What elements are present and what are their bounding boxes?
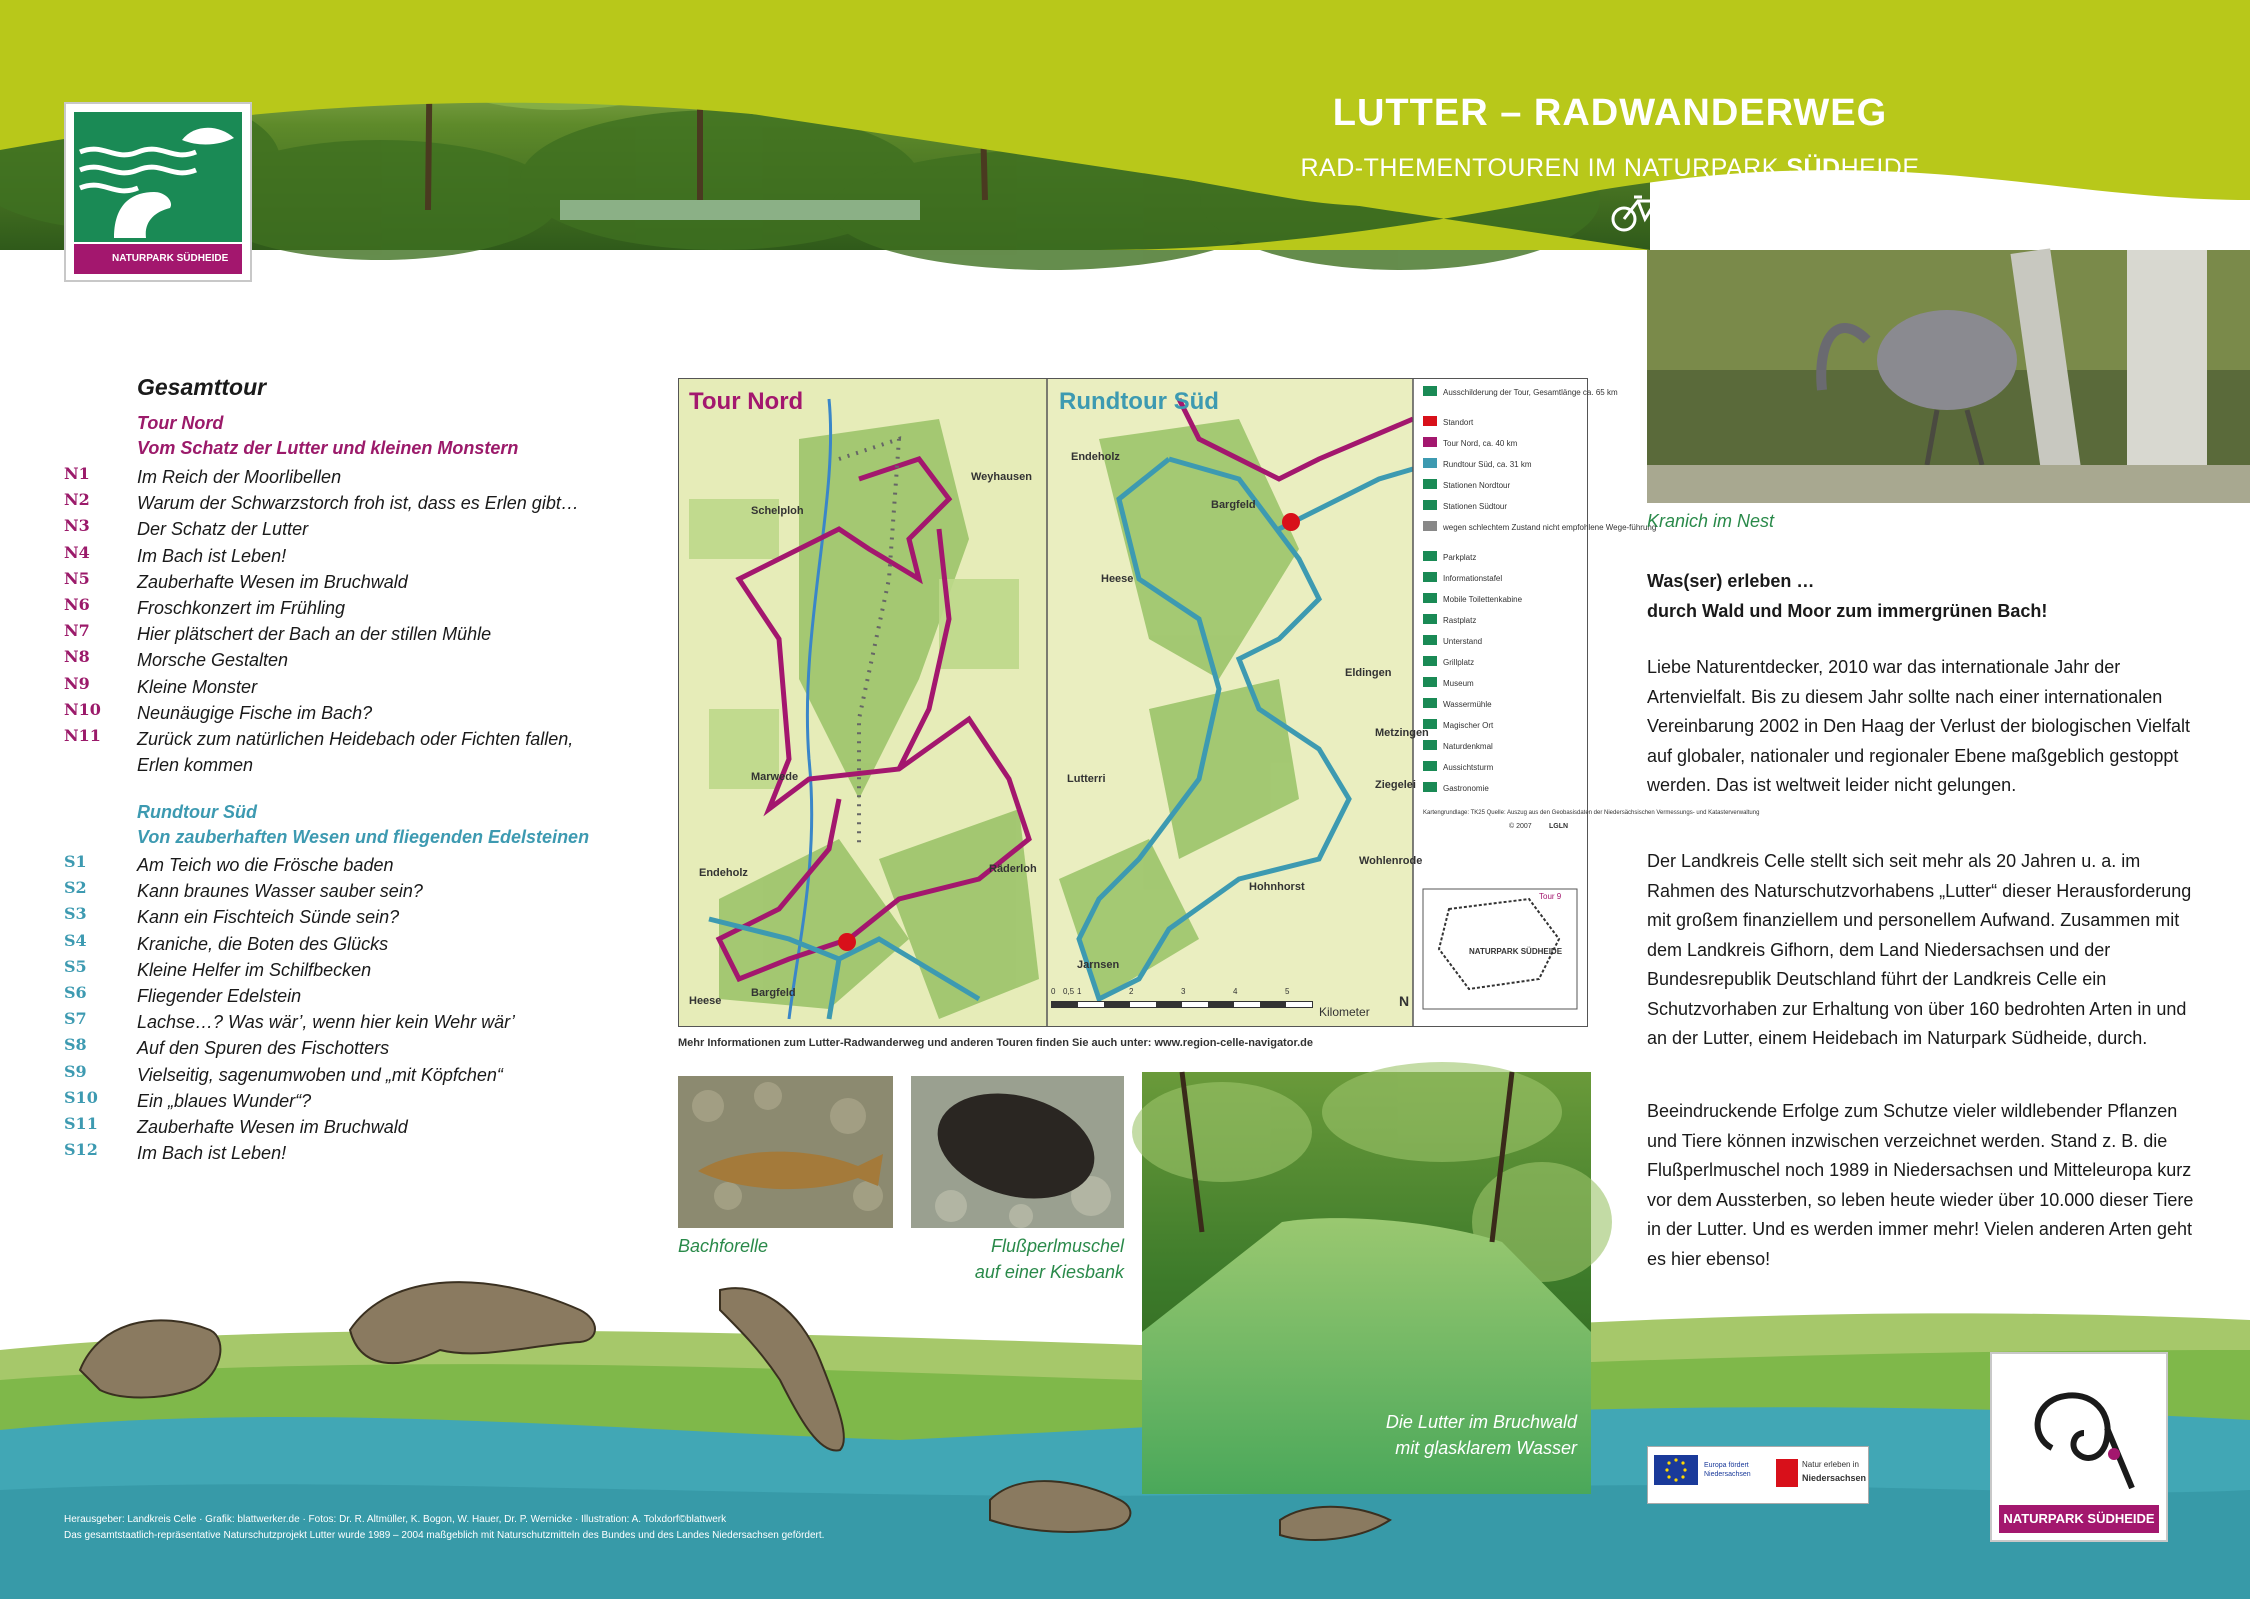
station-code: S7 <box>64 1009 87 1029</box>
muschel-caption-2: auf einer Kiesbank <box>974 1262 1124 1282</box>
legend-label: Magischer Ort <box>1443 721 1494 730</box>
nds-text-2: Niedersachsen <box>1802 1473 1867 1483</box>
station-title: Zauberhafte Wesen im Bruchwald <box>137 1117 408 1137</box>
legend-item <box>1423 740 1493 751</box>
naturpark-logo-label: NATURPARK SÜDHEIDE <box>1999 1505 2159 1533</box>
intro-paragraph-2: Der Landkreis Celle stellt sich seit mehr als 20 Jahren u. a. im Rahmen des Naturschutzvorhabens „Lutter“ dieser Herausforderung mit großem finanziellem und personellem Aufwand. Zusammen mit dem Landkreis Gifhorn, dem Land Niedersachsen und der Bundesrepublik Deutschland führt der Landkreis Celle ein Schutzvorhaben zur Erhaltung von über 160 bedrohten Arten in und an der Lutter, einem Heidebach im Naturpark Südheide, durch. <box>1647 851 2192 1048</box>
map-place-label: Wohlenrode <box>1359 855 1423 867</box>
station-code: N3 <box>64 516 90 536</box>
station-title: Zauberhafte Wesen im Bruchwald <box>137 571 408 592</box>
scale-tick-label: 0,5 <box>1063 987 1075 996</box>
logo-label: NATURPARK SÜDHEIDE <box>74 244 242 274</box>
legend-copyright: © 2007 <box>1509 823 1532 830</box>
map-place-label: Räderloh <box>989 863 1037 875</box>
map-place-label: Hohnhorst <box>1249 881 1305 893</box>
naturpark-logo-header <box>64 102 252 282</box>
station-code: N8 <box>64 647 90 667</box>
station-code: N10 <box>64 699 101 719</box>
legend-item <box>1423 521 1656 532</box>
station-title: Zurück zum natürlichen Heidebach oder Fichten fallen, Erlen kommen <box>137 729 574 775</box>
legend-item <box>1423 698 1492 709</box>
lutter-caption-1: Die Lutter im Bruchwald <box>1385 1412 1577 1432</box>
otter-fish-emblem <box>74 112 242 242</box>
map-sued-title: Rundtour Süd <box>1059 388 1219 415</box>
legend-label: Museum <box>1443 679 1474 688</box>
station-code: N9 <box>64 673 90 693</box>
legend-label: Tour Nord, ca. 40 km <box>1443 439 1518 448</box>
scale-tick-label: 0 <box>1051 987 1056 996</box>
nds-text-1: Natur erleben in <box>1802 1460 1859 1469</box>
legend-label: Stationen Südtour <box>1443 502 1508 511</box>
station-title: Morsche Gestalten <box>137 650 289 671</box>
station-title: Kann braunes Wasser sauber sein? <box>137 881 423 902</box>
station-title: Kleine Helfer im Schilfbecken <box>137 959 372 980</box>
legend-item <box>1423 761 1494 772</box>
intro-paragraph-1: Liebe Naturentdecker, 2010 war das internationale Jahr der Artenvielfalt. Bis zu diesem Jahr sollte nach einer internationalen Vereinbarung 2002 in Den Haag der Verlust der biologischen Vielfalt auf globaler, nationaler und regionaler Ebene maßgeblich gestoppt werden. Das ist weltweit leider nicht gelungen. <box>1647 657 2191 795</box>
legend-item <box>1423 416 1474 427</box>
map-place-label: Schelploh <box>751 505 804 517</box>
map-place-label: Endeholz <box>1071 451 1120 463</box>
kranich-photo <box>1647 250 2250 503</box>
bachforelle-caption: Bachforelle <box>678 1236 769 1256</box>
scale-tick-label: 5 <box>1285 987 1290 996</box>
bachforelle-photo <box>678 1076 893 1228</box>
legend-label: Parkplatz <box>1443 553 1477 562</box>
page-subtitle: RAD-THEMENTOUREN IM NATURPARK SÜDHEIDE <box>1300 154 1920 182</box>
legend-item <box>1423 782 1489 793</box>
footer-credits-line-2: Das gesamtstaatlich-repräsentative Naturschutzprojekt Lutter wurde 1989 – 2004 maßgeblich mit Naturschutzmitteln des Bundes und des Landes Niedersachsen gefördert. <box>64 1530 825 1541</box>
muschel-caption-1: Flußperlmuschel <box>990 1236 1124 1256</box>
legend-label: Aussichtsturm <box>1443 763 1494 772</box>
intro-paragraph-3: Beeindruckende Erfolge zum Schutze vieler wildlebender Pflanzen und Tiere können inzwischen verzeichnet werden. Stand z. B. die Flußperlmuschel noch 1989 in Niedersachsen und Mitteleuropa kurz vor dem Aussterben, so leben heute wieder über 10.000 dieser Tiere in der Lutter. Und es werden immer mehr! Vielen anderen Arten geht es hier ebenso! <box>1647 1101 2194 1269</box>
page-title: LUTTER – RADWANDERWEG <box>1332 92 1888 134</box>
station-code: N4 <box>64 542 90 562</box>
map-place-label: Ziegelei <box>1375 779 1416 791</box>
legend-label: Wassermühle <box>1443 700 1492 709</box>
legend-source: Kartengrundlage: TK25 Quelle: Auszug aus den Geobasisdaten der Niedersächsischen Vermessungs- und Katasterverwaltung <box>1423 810 1760 816</box>
bicycle-icon <box>1610 193 1680 233</box>
map-place-label: Bargfeld <box>1211 499 1256 511</box>
flussperlmuschel-photo <box>911 1076 1124 1228</box>
station-title: Im Reich der Moorlibellen <box>137 467 342 487</box>
legend-item <box>1423 719 1494 730</box>
station-code: S6 <box>64 983 87 1002</box>
legend-label: Gastronomie <box>1443 784 1489 793</box>
legend-label: Informationstafel <box>1443 574 1503 583</box>
map-place-label: Endeholz <box>699 867 748 879</box>
legend-label: Ausschilderung der Tour, Gesamtlänge ca. 65 km <box>1443 388 1618 397</box>
niedersachsen-crest-icon <box>1776 1459 1798 1487</box>
map-place-label: Weyhausen <box>971 471 1032 483</box>
legend-item <box>1423 572 1502 583</box>
legend-item <box>1423 479 1510 490</box>
section-heading <box>1647 566 2207 626</box>
heading-line-1: Was(ser) erleben … <box>1647 571 1815 591</box>
kranich-caption: Kranich im Nest <box>1647 511 1775 531</box>
station-title: Ein „blaues Wunder“? <box>137 1090 312 1111</box>
rundtour-sued-subtitle: Von zauberhaften Wesen und fliegenden Edelsteinen <box>137 827 590 847</box>
station-code: N11 <box>64 726 101 745</box>
legend-lgln: LGLN <box>1549 823 1569 830</box>
station-code: S5 <box>64 956 87 976</box>
station-title: Neunäugige Fische im Bach? <box>137 702 373 723</box>
map-nord-title: Tour Nord <box>689 388 804 415</box>
station-code: S12 <box>64 1140 98 1160</box>
station-title: Kleine Monster <box>137 676 258 697</box>
eu-text: Europa fördert Niedersachsen <box>1704 1462 1751 1478</box>
legend-label: Stationen Nordtour <box>1443 481 1511 490</box>
station-code: N6 <box>64 595 90 614</box>
map-place-label: Heese <box>689 995 722 1007</box>
station-title: Froschkonzert im Frühling <box>137 598 346 618</box>
scale-tick-label: 1 <box>1077 987 1082 996</box>
station-code: S8 <box>64 1035 87 1055</box>
rundtour-sued-title: Rundtour Süd <box>137 802 257 822</box>
map-place-label: Metzingen <box>1375 727 1429 739</box>
legend-label: Mobile Toilettenkabine <box>1443 595 1523 604</box>
station-title: Hier plätschert der Bach an der stillen Mühle <box>137 624 492 645</box>
legend-label: Naturdenkmal <box>1443 742 1493 751</box>
tour-nord-subtitle: Vom Schatz der Lutter und kleinen Monstern <box>137 438 519 458</box>
station-title: Kann ein Fischteich Sünde sein? <box>137 907 400 928</box>
legend-item <box>1423 677 1474 688</box>
station-title: Fliegender Edelstein <box>137 986 302 1006</box>
naturpark-logo-footer <box>1990 1352 2168 1542</box>
station-title: Lachse…? Was wär’, wenn hier kein Wehr wär’ <box>137 1012 515 1033</box>
map-place-label: Eldingen <box>1345 667 1392 679</box>
legend-label: Rundtour Süd, ca. 31 km <box>1443 460 1532 469</box>
map-sued-panel <box>1048 379 1413 1026</box>
scale-label: Kilometer <box>1319 1005 1370 1019</box>
legend-label: Unterstand <box>1443 637 1483 646</box>
scale-bar-graphic <box>1051 1001 1313 1008</box>
map-place-label: Marwede <box>751 771 799 783</box>
station-code: N7 <box>64 621 90 641</box>
station-code: N2 <box>64 490 90 510</box>
map-place-label: Heese <box>1101 573 1134 585</box>
station-title: Am Teich wo die Frösche baden <box>137 855 394 875</box>
legend-item <box>1423 500 1507 511</box>
station-title: Auf den Spuren des Fischotters <box>137 1038 390 1059</box>
station-code: S3 <box>64 904 87 924</box>
station-title: Warum der Schwarzstorch froh ist, dass es Erlen gibt… <box>137 493 579 514</box>
naturpark-spiral-icon <box>2012 1368 2148 1498</box>
station-title: Im Bach ist Leben! <box>137 1143 287 1164</box>
station-code: S1 <box>64 852 87 871</box>
eu-flag-icon <box>1654 1455 1698 1485</box>
legend-item <box>1423 635 1482 646</box>
inset-tour: Tour 9 <box>1539 892 1562 901</box>
map-place-label: Jarnsen <box>1077 959 1120 971</box>
lutter-caption-2: mit glasklarem Wasser <box>1395 1438 1577 1458</box>
footer-credits <box>64 1512 1164 1544</box>
legend-item <box>1423 386 1618 397</box>
legend-label: Rastplatz <box>1443 616 1477 625</box>
north-arrow: N <box>1399 993 1410 1009</box>
station-title: Im Bach ist Leben! <box>137 545 287 566</box>
scale-tick-label: 4 <box>1233 987 1238 996</box>
station-code: N1 <box>64 464 90 483</box>
scale-tick-label: 3 <box>1181 987 1186 996</box>
legend-item <box>1423 614 1476 625</box>
station-code: S10 <box>64 1087 98 1107</box>
station-code: S9 <box>64 1061 87 1081</box>
footer-credits-line-1: Herausgeber: Landkreis Celle · Grafik: blattwerker.de · Fotos: Dr. R. Altmüller, K. Bogon, W. Hauer, Dr. P. Wernicke · Illustration: A. Tolxdorf©blattwerk <box>64 1514 727 1525</box>
legend-item <box>1423 551 1476 562</box>
heading-line-2: durch Wald und Moor zum immergrünen Bach! <box>1647 601 2048 621</box>
legend-label: Grillplatz <box>1443 658 1475 667</box>
map-info-note: Mehr Informationen zum Lutter-Radwanderweg und anderen Touren finden Sie auch unter: www.region-celle-navigator.de <box>678 1037 1314 1049</box>
legend-item <box>1423 656 1474 667</box>
station-code: S4 <box>64 930 87 950</box>
station-title: Vielseitig, sagenumwoben und „mit Köpfchen“ <box>137 1064 503 1085</box>
funding-logos <box>1647 1446 1869 1504</box>
legend-label: wegen schlechtem Zustand nicht empfohlene Wege-führung <box>1443 523 1657 532</box>
station-code: S2 <box>64 878 87 898</box>
tour-nord-title: Tour Nord <box>137 413 224 433</box>
legend-label: Standort <box>1443 418 1474 427</box>
scale-tick-label: 2 <box>1129 987 1134 996</box>
station-title: Kraniche, die Boten des Glücks <box>137 933 389 954</box>
inset-label: NATURPARK SÜDHEIDE <box>1469 947 1563 956</box>
map-place-label: Bargfeld <box>751 987 796 999</box>
gesamttour-heading: Gesamttour <box>137 374 267 400</box>
station-code: N5 <box>64 568 90 588</box>
map-place-label: Lutterri <box>1067 773 1106 785</box>
station-code: S11 <box>64 1114 98 1133</box>
station-title: Der Schatz der Lutter <box>137 519 309 540</box>
